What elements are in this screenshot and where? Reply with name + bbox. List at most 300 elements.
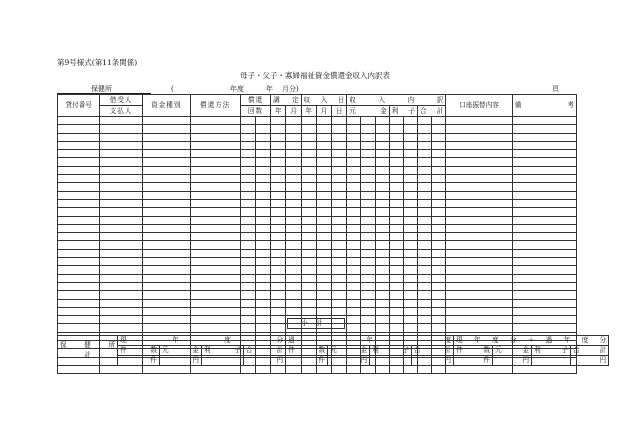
table-cell[interactable] — [389, 125, 403, 133]
table-cell[interactable] — [512, 199, 576, 207]
table-cell[interactable] — [332, 183, 347, 191]
table-cell[interactable] — [142, 199, 190, 207]
table-cell[interactable] — [316, 258, 331, 266]
table-cell[interactable] — [58, 241, 100, 249]
table-cell[interactable] — [389, 282, 403, 290]
table-cell[interactable] — [240, 208, 255, 216]
table-cell[interactable] — [389, 307, 403, 315]
table-cell[interactable] — [240, 133, 255, 141]
table-cell[interactable] — [512, 299, 576, 307]
table-cell[interactable] — [255, 316, 270, 324]
table-cell[interactable] — [316, 266, 331, 274]
table-cell[interactable] — [432, 266, 446, 274]
table-cell[interactable] — [58, 365, 100, 373]
table-cell[interactable] — [301, 125, 316, 133]
table-cell[interactable] — [432, 166, 446, 174]
table-cell[interactable] — [271, 241, 286, 249]
table-cell[interactable] — [375, 133, 389, 141]
table-cell[interactable] — [240, 266, 255, 274]
table-cell[interactable] — [375, 291, 389, 299]
table-cell[interactable] — [347, 150, 361, 158]
table-cell[interactable] — [271, 324, 286, 332]
table-cell[interactable] — [361, 233, 375, 241]
table-cell[interactable] — [512, 233, 576, 241]
table-cell[interactable] — [347, 274, 361, 282]
table-cell[interactable] — [190, 125, 240, 133]
table-cell[interactable] — [255, 216, 270, 224]
table-cell[interactable] — [361, 324, 375, 332]
table-cell[interactable] — [58, 224, 100, 232]
table-cell[interactable] — [58, 117, 100, 125]
table-cell[interactable] — [301, 183, 316, 191]
table-cell[interactable] — [255, 141, 270, 149]
table-cell[interactable] — [286, 166, 301, 174]
table-cell[interactable] — [142, 158, 190, 166]
table-cell[interactable] — [512, 191, 576, 199]
table-cell[interactable] — [432, 299, 446, 307]
table-cell[interactable] — [332, 133, 347, 141]
table-cell[interactable] — [512, 216, 576, 224]
table-cell[interactable] — [190, 166, 240, 174]
table-cell[interactable] — [142, 224, 190, 232]
table-cell[interactable] — [271, 216, 286, 224]
table-cell[interactable] — [375, 183, 389, 191]
table-cell[interactable] — [271, 258, 286, 266]
table-cell[interactable] — [375, 191, 389, 199]
table-cell[interactable] — [432, 199, 446, 207]
table-cell[interactable] — [255, 158, 270, 166]
table-cell[interactable] — [190, 324, 240, 332]
table-cell[interactable] — [446, 241, 512, 249]
table-cell[interactable] — [375, 175, 389, 183]
table-cell[interactable] — [432, 249, 446, 257]
table-cell[interactable] — [190, 307, 240, 315]
table-cell[interactable] — [286, 307, 301, 315]
table-cell[interactable] — [240, 117, 255, 125]
table-cell[interactable] — [286, 291, 301, 299]
table-cell[interactable] — [255, 241, 270, 249]
table-cell[interactable] — [432, 365, 446, 373]
table-cell[interactable] — [255, 249, 270, 257]
table-cell[interactable] — [240, 291, 255, 299]
table-cell[interactable] — [512, 117, 576, 125]
table-cell[interactable] — [403, 274, 417, 282]
table-cell[interactable] — [332, 191, 347, 199]
table-cell[interactable] — [418, 175, 432, 183]
table-cell[interactable] — [446, 307, 512, 315]
table-cell[interactable] — [361, 199, 375, 207]
table-cell[interactable] — [100, 117, 142, 125]
table-cell[interactable] — [389, 224, 403, 232]
table-cell[interactable] — [418, 299, 432, 307]
table-cell[interactable] — [347, 191, 361, 199]
table-cell[interactable] — [271, 282, 286, 290]
table-cell[interactable] — [190, 233, 240, 241]
table-cell[interactable] — [375, 274, 389, 282]
table-cell[interactable] — [286, 224, 301, 232]
table-cell[interactable] — [271, 183, 286, 191]
table-cell[interactable] — [389, 299, 403, 307]
table-cell[interactable] — [512, 183, 576, 191]
table-cell[interactable] — [58, 307, 100, 315]
table-cell[interactable] — [240, 324, 255, 332]
table-cell[interactable] — [418, 183, 432, 191]
table-cell[interactable] — [301, 365, 316, 373]
summary-value-count[interactable]: 件 — [454, 356, 493, 366]
table-cell[interactable] — [100, 266, 142, 274]
table-cell[interactable] — [361, 191, 375, 199]
table-cell[interactable] — [446, 183, 512, 191]
table-cell[interactable] — [446, 208, 512, 216]
table-cell[interactable] — [403, 307, 417, 315]
table-cell[interactable] — [389, 199, 403, 207]
table-cell[interactable] — [255, 191, 270, 199]
table-cell[interactable] — [403, 316, 417, 324]
table-cell[interactable] — [347, 224, 361, 232]
table-cell[interactable] — [512, 125, 576, 133]
table-cell[interactable] — [446, 158, 512, 166]
table-cell[interactable] — [271, 158, 286, 166]
table-cell[interactable] — [389, 274, 403, 282]
table-cell[interactable] — [100, 133, 142, 141]
table-cell[interactable] — [418, 365, 432, 373]
table-cell[interactable] — [255, 175, 270, 183]
table-cell[interactable] — [361, 266, 375, 274]
table-cell[interactable] — [332, 266, 347, 274]
table-cell[interactable] — [100, 258, 142, 266]
table-cell[interactable] — [190, 199, 240, 207]
table-cell[interactable] — [332, 158, 347, 166]
table-cell[interactable] — [142, 307, 190, 315]
table-cell[interactable] — [271, 299, 286, 307]
table-cell[interactable] — [316, 117, 331, 125]
table-cell[interactable] — [58, 133, 100, 141]
table-cell[interactable] — [316, 224, 331, 232]
table-cell[interactable] — [403, 150, 417, 158]
table-cell[interactable] — [403, 365, 417, 373]
table-cell[interactable] — [389, 117, 403, 125]
table-cell[interactable] — [446, 133, 512, 141]
table-cell[interactable] — [389, 133, 403, 141]
table-cell[interactable] — [361, 274, 375, 282]
table-cell[interactable] — [301, 141, 316, 149]
table-cell[interactable] — [58, 266, 100, 274]
table-cell[interactable] — [418, 224, 432, 232]
table-cell[interactable] — [347, 175, 361, 183]
table-cell[interactable] — [240, 316, 255, 324]
table-cell[interactable] — [403, 208, 417, 216]
table-cell[interactable] — [512, 307, 576, 315]
table-cell[interactable] — [446, 274, 512, 282]
table-cell[interactable] — [255, 291, 270, 299]
summary-value-total[interactable]: 円 — [571, 356, 609, 366]
table-cell[interactable] — [190, 191, 240, 199]
summary-value-total[interactable]: 円 — [244, 356, 286, 366]
table-cell[interactable] — [240, 249, 255, 257]
table-cell[interactable] — [301, 274, 316, 282]
table-cell[interactable] — [271, 316, 286, 324]
table-cell[interactable] — [240, 282, 255, 290]
table-cell[interactable] — [58, 141, 100, 149]
table-cell[interactable] — [301, 266, 316, 274]
table-cell[interactable] — [240, 125, 255, 133]
table-cell[interactable] — [432, 117, 446, 125]
table-cell[interactable] — [446, 125, 512, 133]
table-cell[interactable] — [301, 291, 316, 299]
table-cell[interactable] — [100, 307, 142, 315]
table-cell[interactable] — [512, 258, 576, 266]
table-cell[interactable] — [271, 166, 286, 174]
table-cell[interactable] — [316, 166, 331, 174]
table-cell[interactable] — [446, 117, 512, 125]
table-cell[interactable] — [446, 199, 512, 207]
table-cell[interactable] — [361, 183, 375, 191]
table-cell[interactable] — [286, 299, 301, 307]
table-cell[interactable] — [316, 183, 331, 191]
table-cell[interactable] — [58, 125, 100, 133]
table-cell[interactable] — [403, 183, 417, 191]
table-cell[interactable] — [347, 258, 361, 266]
table-cell[interactable] — [361, 316, 375, 324]
table-cell[interactable] — [286, 183, 301, 191]
table-cell[interactable] — [240, 175, 255, 183]
table-cell[interactable] — [316, 241, 331, 249]
table-cell[interactable] — [375, 208, 389, 216]
table-cell[interactable] — [142, 183, 190, 191]
table-cell[interactable] — [142, 233, 190, 241]
table-cell[interactable] — [332, 233, 347, 241]
table-cell[interactable] — [271, 175, 286, 183]
table-cell[interactable] — [58, 158, 100, 166]
table-cell[interactable] — [432, 158, 446, 166]
table-cell[interactable] — [389, 191, 403, 199]
table-cell[interactable] — [403, 166, 417, 174]
table-cell[interactable] — [512, 175, 576, 183]
table-cell[interactable] — [271, 291, 286, 299]
table-cell[interactable] — [301, 216, 316, 224]
table-cell[interactable] — [58, 316, 100, 324]
table-cell[interactable] — [446, 291, 512, 299]
table-cell[interactable] — [361, 224, 375, 232]
table-cell[interactable] — [255, 258, 270, 266]
table-cell[interactable] — [403, 199, 417, 207]
table-cell[interactable] — [240, 224, 255, 232]
table-cell[interactable] — [271, 208, 286, 216]
table-cell[interactable] — [240, 191, 255, 199]
table-cell[interactable] — [142, 191, 190, 199]
table-cell[interactable] — [361, 249, 375, 257]
table-cell[interactable] — [418, 274, 432, 282]
table-cell[interactable] — [271, 117, 286, 125]
table-cell[interactable] — [375, 307, 389, 315]
table-cell[interactable] — [142, 291, 190, 299]
table-cell[interactable] — [316, 365, 331, 373]
table-cell[interactable] — [316, 158, 331, 166]
table-cell[interactable] — [100, 224, 142, 232]
table-cell[interactable] — [418, 291, 432, 299]
table-cell[interactable] — [432, 224, 446, 232]
table-cell[interactable] — [446, 233, 512, 241]
table-cell[interactable] — [100, 208, 142, 216]
table-cell[interactable] — [347, 299, 361, 307]
table-cell[interactable] — [347, 266, 361, 274]
table-cell[interactable] — [58, 175, 100, 183]
table-cell[interactable] — [190, 365, 240, 373]
table-cell[interactable] — [432, 324, 446, 332]
table-cell[interactable] — [190, 133, 240, 141]
table-cell[interactable] — [389, 324, 403, 332]
table-cell[interactable] — [347, 141, 361, 149]
summary-value-total[interactable]: 円 — [412, 356, 454, 366]
table-cell[interactable] — [100, 249, 142, 257]
table-cell[interactable] — [100, 299, 142, 307]
table-cell[interactable] — [418, 150, 432, 158]
table-cell[interactable] — [403, 125, 417, 133]
table-cell[interactable] — [100, 141, 142, 149]
table-cell[interactable] — [418, 199, 432, 207]
table-cell[interactable] — [347, 133, 361, 141]
table-cell[interactable] — [301, 282, 316, 290]
table-cell[interactable] — [361, 166, 375, 174]
table-cell[interactable] — [316, 233, 331, 241]
table-cell[interactable] — [100, 291, 142, 299]
table-cell[interactable] — [432, 191, 446, 199]
table-cell[interactable] — [301, 208, 316, 216]
table-cell[interactable] — [142, 141, 190, 149]
table-cell[interactable] — [286, 266, 301, 274]
table-cell[interactable] — [389, 216, 403, 224]
table-cell[interactable] — [432, 316, 446, 324]
table-cell[interactable] — [301, 158, 316, 166]
table-cell[interactable] — [418, 191, 432, 199]
table-cell[interactable] — [418, 316, 432, 324]
table-cell[interactable] — [255, 125, 270, 133]
table-cell[interactable] — [403, 249, 417, 257]
table-cell[interactable] — [58, 233, 100, 241]
table-cell[interactable] — [389, 183, 403, 191]
table-cell[interactable] — [332, 299, 347, 307]
table-cell[interactable] — [58, 258, 100, 266]
table-cell[interactable] — [286, 274, 301, 282]
table-cell[interactable] — [301, 249, 316, 257]
table-cell[interactable] — [190, 150, 240, 158]
table-cell[interactable] — [286, 199, 301, 207]
table-cell[interactable] — [286, 141, 301, 149]
table-cell[interactable] — [403, 117, 417, 125]
table-cell[interactable] — [58, 150, 100, 158]
table-cell[interactable] — [58, 324, 100, 332]
table-cell[interactable] — [190, 258, 240, 266]
table-cell[interactable] — [347, 365, 361, 373]
table-cell[interactable] — [255, 166, 270, 174]
table-cell[interactable] — [432, 208, 446, 216]
table-cell[interactable] — [58, 249, 100, 257]
table-cell[interactable] — [389, 365, 403, 373]
table-cell[interactable] — [240, 216, 255, 224]
table-cell[interactable] — [389, 175, 403, 183]
table-cell[interactable] — [361, 158, 375, 166]
table-cell[interactable] — [142, 316, 190, 324]
table-cell[interactable] — [361, 208, 375, 216]
table-cell[interactable] — [100, 175, 142, 183]
table-cell[interactable] — [100, 216, 142, 224]
table-cell[interactable] — [240, 141, 255, 149]
table-cell[interactable] — [286, 158, 301, 166]
table-cell[interactable] — [361, 175, 375, 183]
table-cell[interactable] — [347, 324, 361, 332]
table-cell[interactable] — [142, 299, 190, 307]
table-cell[interactable] — [316, 282, 331, 290]
table-cell[interactable] — [375, 258, 389, 266]
table-cell[interactable] — [403, 266, 417, 274]
table-cell[interactable] — [286, 258, 301, 266]
table-cell[interactable] — [418, 307, 432, 315]
table-cell[interactable] — [361, 133, 375, 141]
table-cell[interactable] — [446, 191, 512, 199]
table-cell[interactable] — [361, 307, 375, 315]
table-cell[interactable] — [286, 216, 301, 224]
table-cell[interactable] — [361, 141, 375, 149]
table-cell[interactable] — [190, 141, 240, 149]
table-cell[interactable] — [255, 133, 270, 141]
table-cell[interactable] — [190, 216, 240, 224]
table-cell[interactable] — [255, 150, 270, 158]
table-cell[interactable] — [316, 249, 331, 257]
table-cell[interactable] — [301, 233, 316, 241]
table-cell[interactable] — [446, 266, 512, 274]
table-cell[interactable] — [190, 266, 240, 274]
table-cell[interactable] — [418, 249, 432, 257]
table-cell[interactable] — [190, 117, 240, 125]
table-cell[interactable] — [389, 241, 403, 249]
table-cell[interactable] — [240, 199, 255, 207]
table-cell[interactable] — [142, 133, 190, 141]
table-cell[interactable] — [403, 158, 417, 166]
table-cell[interactable] — [332, 365, 347, 373]
table-cell[interactable] — [255, 274, 270, 282]
table-cell[interactable] — [142, 175, 190, 183]
table-cell[interactable] — [418, 258, 432, 266]
table-cell[interactable] — [375, 141, 389, 149]
table-cell[interactable] — [255, 199, 270, 207]
table-cell[interactable] — [375, 282, 389, 290]
table-cell[interactable] — [142, 258, 190, 266]
table-cell[interactable] — [301, 199, 316, 207]
table-cell[interactable] — [255, 117, 270, 125]
table-cell[interactable] — [512, 282, 576, 290]
table-cell[interactable] — [512, 316, 576, 324]
table-cell[interactable] — [142, 117, 190, 125]
table-cell[interactable] — [58, 199, 100, 207]
table-cell[interactable] — [432, 258, 446, 266]
table-cell[interactable] — [301, 241, 316, 249]
table-cell[interactable] — [347, 316, 361, 324]
summary-value-count[interactable]: 件 — [118, 356, 160, 366]
table-cell[interactable] — [432, 141, 446, 149]
table-cell[interactable] — [361, 216, 375, 224]
table-cell[interactable] — [375, 150, 389, 158]
table-cell[interactable] — [389, 249, 403, 257]
table-cell[interactable] — [432, 133, 446, 141]
table-cell[interactable] — [446, 316, 512, 324]
table-cell[interactable] — [432, 291, 446, 299]
table-cell[interactable] — [190, 299, 240, 307]
table-cell[interactable] — [271, 150, 286, 158]
table-cell[interactable] — [255, 324, 270, 332]
table-cell[interactable] — [190, 175, 240, 183]
table-cell[interactable] — [190, 282, 240, 290]
table-cell[interactable] — [190, 241, 240, 249]
